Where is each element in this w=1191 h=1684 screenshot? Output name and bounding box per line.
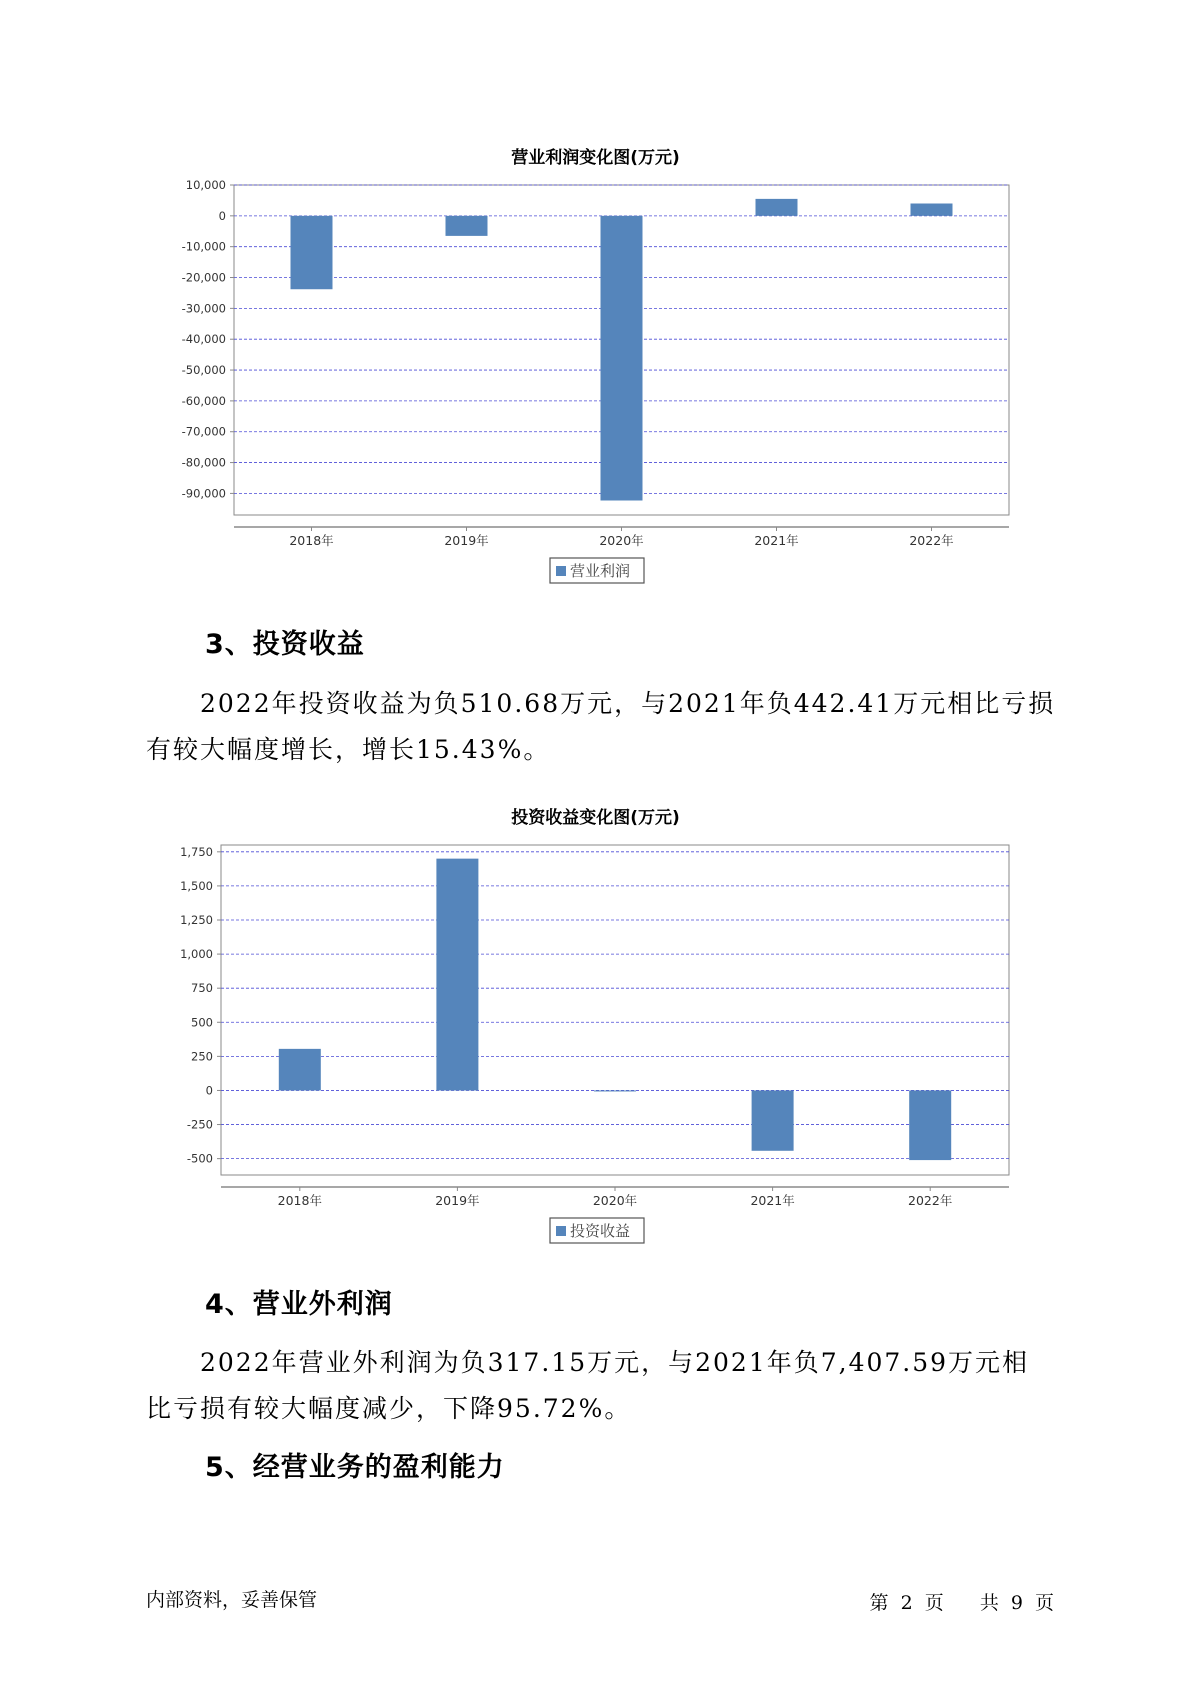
bar xyxy=(446,216,488,236)
legend xyxy=(550,558,644,583)
footer-confidential-note: 内部资料，妥善保管 xyxy=(146,1589,318,1611)
y-tick-label: 500 xyxy=(191,1015,213,1030)
bar xyxy=(752,1090,794,1150)
y-tick-label: -500 xyxy=(186,1151,213,1166)
bar xyxy=(756,199,798,216)
x-tick-label: 2021年 xyxy=(750,1193,795,1208)
y-tick-label: -250 xyxy=(186,1117,213,1132)
y-tick-label: -10,000 xyxy=(181,239,226,254)
x-tick-label: 2019年 xyxy=(444,533,489,548)
bar xyxy=(279,1049,321,1091)
legend-swatch xyxy=(556,566,566,576)
operating-profit-chart xyxy=(0,165,1191,585)
x-tick-label: 2018年 xyxy=(277,1193,322,1208)
y-tick-label: 0 xyxy=(218,208,226,223)
y-tick-label: 0 xyxy=(205,1083,213,1098)
legend xyxy=(550,1218,644,1243)
section-4-heading: 4、营业外利润 xyxy=(205,1289,393,1320)
section-3-paragraph: 2022年投资收益为负510.68万元，与2021年负442.41万元相比亏损有较大幅度增长，增长15.43%。 xyxy=(146,689,1056,764)
y-tick-label: -50,000 xyxy=(181,363,226,378)
y-tick-label: -30,000 xyxy=(181,301,226,316)
x-tick-label: 2022年 xyxy=(909,533,954,548)
x-tick-label: 2020年 xyxy=(599,533,644,548)
y-tick-label: 1,500 xyxy=(180,878,213,893)
bar xyxy=(909,1090,951,1160)
chart1-title: 营业利润变化图(万元) xyxy=(511,148,680,168)
y-tick-label: 10,000 xyxy=(185,178,226,192)
chart2-title: 投资收益变化图(万元) xyxy=(511,808,680,828)
y-tick-label: 1,250 xyxy=(180,913,213,927)
section-4-paragraph: 2022年营业外利润为负317.15万元，与2021年负7,407.59万元相比亏损有较大幅度减少，下降95.72%。 xyxy=(146,1348,1030,1423)
x-tick-label: 2019年 xyxy=(435,1193,480,1208)
y-tick-label: -60,000 xyxy=(181,393,226,408)
y-tick-label: -70,000 xyxy=(181,424,226,439)
x-tick-label: 2018年 xyxy=(289,533,334,548)
bar xyxy=(601,216,643,501)
section-5-heading: 5、经营业务的盈利能力 xyxy=(205,1452,505,1483)
y-tick-label: 750 xyxy=(191,981,213,996)
bar xyxy=(436,859,478,1091)
y-tick-label: 250 xyxy=(191,1049,213,1064)
y-tick-label: -40,000 xyxy=(181,332,226,347)
section-3-heading: 3、投资收益 xyxy=(205,629,365,660)
legend-label: 营业利润 xyxy=(570,562,631,580)
bar xyxy=(594,1090,636,1091)
y-tick-label: 1,750 xyxy=(180,844,213,859)
legend-swatch xyxy=(556,1226,566,1236)
x-tick-label: 2021年 xyxy=(754,533,799,548)
legend-label: 投资收益 xyxy=(570,1222,631,1240)
x-tick-label: 2020年 xyxy=(592,1193,638,1208)
x-tick-label: 2022年 xyxy=(908,1193,953,1208)
y-tick-label: 1,000 xyxy=(180,947,213,962)
plot-frame xyxy=(221,845,1009,1175)
bar xyxy=(911,204,953,216)
y-tick-label: -80,000 xyxy=(181,455,226,470)
y-tick-label: -90,000 xyxy=(181,486,226,501)
investment-income-chart xyxy=(0,825,1191,1245)
footer-page-number: 第 2 页 共 9 页 xyxy=(869,1592,1054,1614)
bar xyxy=(291,216,333,289)
y-tick-label: -20,000 xyxy=(181,270,226,285)
